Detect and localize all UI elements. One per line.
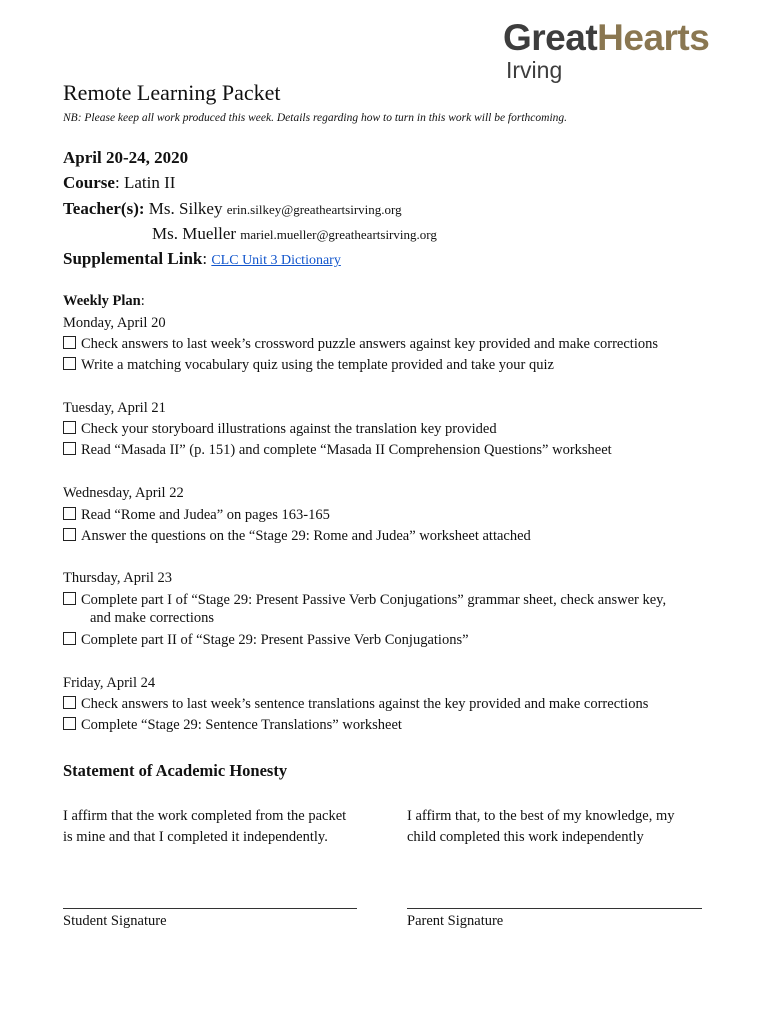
checkbox[interactable] [63,696,76,709]
logo-wordmark: GreatHearts [503,17,710,58]
checkbox[interactable] [63,632,76,645]
task-item: Check answers to last week’s crossword puzzle answers against key provided and make corrections [63,336,658,353]
nb-note: NB: Please keep all work produced this week. Details regarding how to turn in this work will be forthcoming. [63,112,568,124]
teacher-line-2: Ms. Mueller mariel.mueller@greatheartsirving.org [152,224,437,243]
checkbox[interactable] [63,421,76,434]
teacher-1-email: erin.silkey@greatheartsirving.org [226,202,402,217]
day-monday: Monday, April 20 [63,315,166,331]
teacher-2-email: mariel.mueller@greatheartsirving.org [240,227,437,242]
greathearts-irving-logo [503,18,709,82]
task-item: Complete part II of “Stage 29: Present Passive Verb Conjugations” [63,632,469,649]
checkbox[interactable] [63,717,76,730]
academic-honesty-heading: Statement of Academic Honesty [63,761,288,780]
student-signature-line[interactable] [63,908,357,909]
task-item: Read “Masada II” (p. 151) and complete “Masada II Comprehension Questions” worksheet [63,442,612,459]
checkbox[interactable] [63,336,76,349]
task-item: Write a matching vocabulary quiz using the template provided and take your quiz [63,357,554,374]
checkbox[interactable] [63,528,76,541]
day-tuesday: Tuesday, April 21 [63,400,166,416]
student-affirmation: I affirm that the work completed from the packet is mine and that I completed it independently. [63,808,347,845]
task-item: Answer the questions on the “Stage 29: Rome and Judea” worksheet attached [63,528,531,545]
parent-signature-label: Parent Signature [407,913,504,929]
checkbox[interactable] [63,357,76,370]
task-item: Check your storyboard illustrations against the translation key provided [63,421,497,438]
task-item: Complete part I of “Stage 29: Present Passive Verb Conjugations” grammar sheet, check answer key, [63,592,666,609]
task-item: Check answers to last week’s sentence translations against the key provided and make corrections [63,696,648,713]
checkbox[interactable] [63,442,76,455]
supplemental-line: Supplemental Link: CLC Unit 3 Dictionary [63,249,341,268]
date-range: April 20-24, 2020 [63,148,189,167]
weekly-plan-heading: Weekly Plan: [63,293,145,309]
task-item: Read “Rome and Judea” on pages 163-165 [63,507,330,524]
day-wednesday: Wednesday, April 22 [63,485,184,501]
task-item: Complete “Stage 29: Sentence Translations” worksheet [63,717,402,734]
checkbox[interactable] [63,592,76,605]
checkbox[interactable] [63,507,76,520]
day-thursday: Thursday, April 23 [63,570,173,586]
teacher-line-1: Teacher(s): Ms. Silkey erin.silkey@greatheartsirving.org [63,199,402,218]
task-item-continuation: and make corrections [90,610,215,626]
course-line: Course: Latin II [63,173,176,192]
parent-signature-line[interactable] [407,908,702,909]
supplemental-link[interactable]: CLC Unit 3 Dictionary [211,253,341,268]
page-title: Remote Learning Packet [63,80,281,105]
logo-campus: Irving [506,57,563,83]
parent-affirmation: I affirm that, to the best of my knowledge, my child completed this work independently [407,808,675,845]
day-friday: Friday, April 24 [63,675,156,691]
student-signature-label: Student Signature [63,913,167,929]
